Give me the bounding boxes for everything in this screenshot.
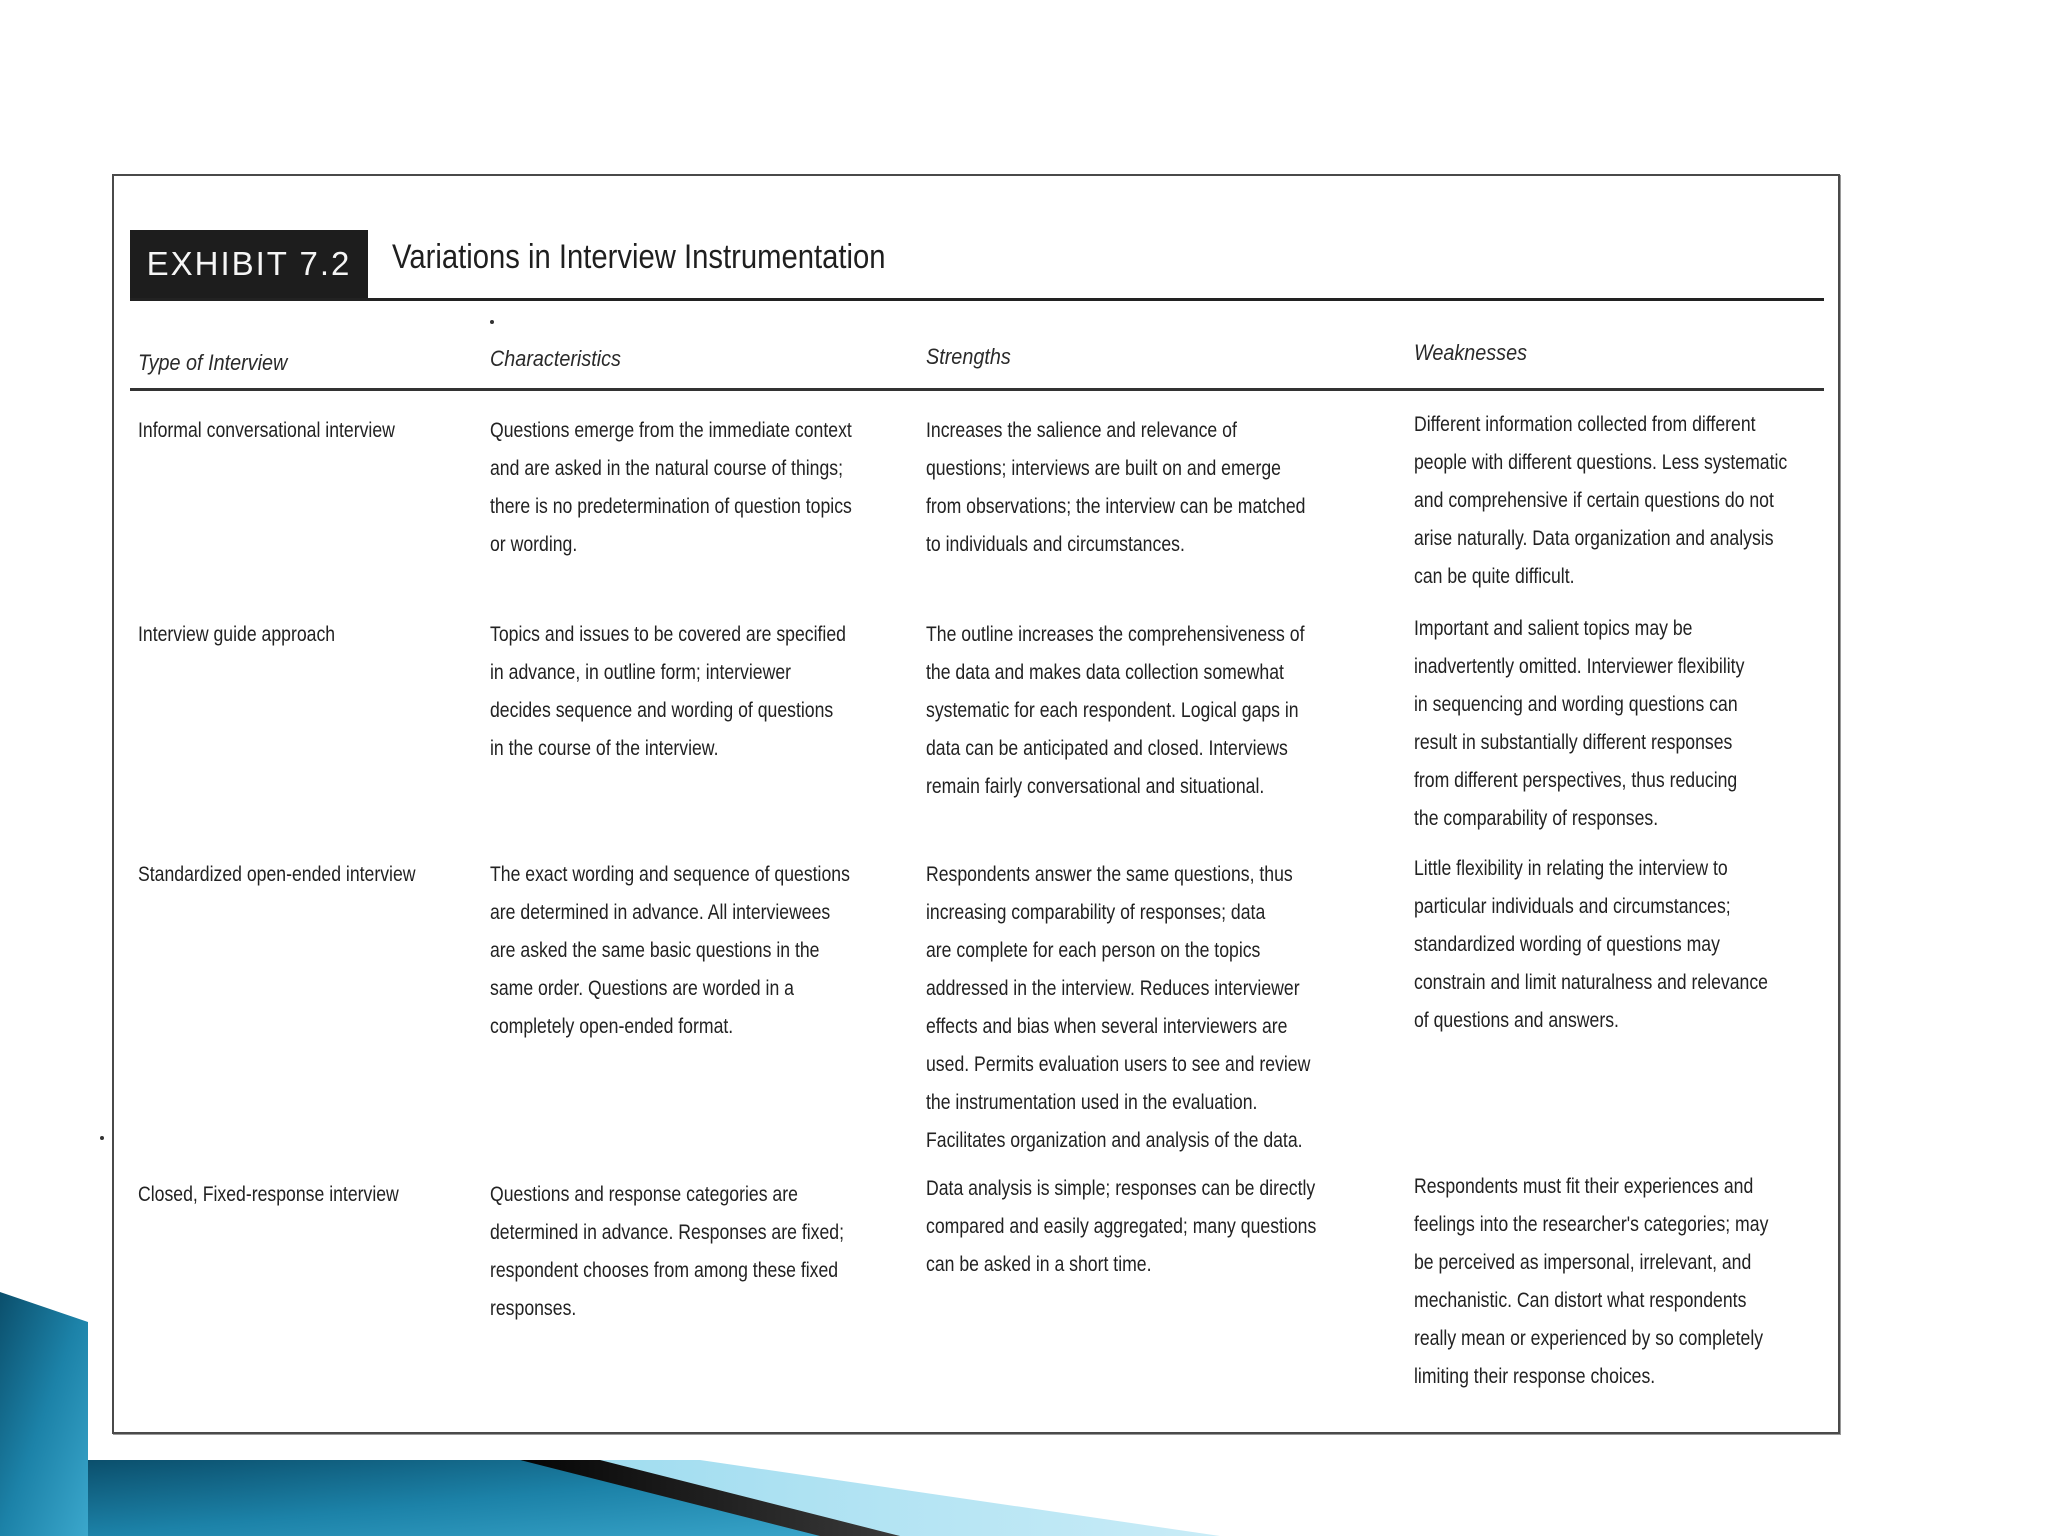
column-header-strengths: Strengths bbox=[926, 344, 1011, 369]
exhibit-header bbox=[130, 230, 1824, 301]
cell-weaknesses: Important and salient topics may be inadvertently omitted. Interviewer flexibility in sequencing and wording questions can result in substantially different responses from different perspectives, thus reducing the comparability of responses. bbox=[1414, 617, 1745, 830]
teal-wedge-large bbox=[0, 1292, 88, 1536]
table-header-row bbox=[130, 332, 1824, 391]
exhibit-number: EXHIBIT 7.2 bbox=[130, 230, 368, 298]
cell-type: Interview guide approach bbox=[138, 623, 336, 646]
exhibit-title: Variations in Interview Instrumentation bbox=[392, 238, 886, 276]
column-header-type: Type of Interview bbox=[138, 350, 288, 375]
cell-strengths: Increases the salience and relevance of questions; interviews are built on and emerge from observations; the interview can be matched to individuals and circumstances. bbox=[926, 419, 1306, 556]
column-header-characteristics: Characteristics bbox=[490, 346, 621, 371]
cell-type: Closed, Fixed-response interview bbox=[138, 1183, 399, 1206]
cell-characteristics: The exact wording and sequence of questions are determined in advance. All interviewees are asked the same basic questions in the same order. Questions are worded in a completely open-ended format. bbox=[490, 863, 850, 1038]
cell-type: Standardized open-ended interview bbox=[138, 863, 416, 886]
cell-strengths: Data analysis is simple; responses can be directly compared and easily aggregated; many questions can be asked in a short time. bbox=[926, 1177, 1317, 1276]
cell-strengths: Respondents answer the same questions, thus increasing comparability of responses; data are complete for each person on the topics addressed in the interview. Reduces interviewer effects and bias when several interviewers are used. Permits evaluation users to see and review the instrumentation used in the evaluation. Facilitates organization and analysis of the data. bbox=[926, 863, 1311, 1152]
exhibit-table-figure bbox=[112, 174, 1840, 1434]
stray-dot bbox=[490, 320, 494, 324]
cell-characteristics: Topics and issues to be covered are specified in advance, in outline form; interviewer decides sequence and wording of questions in the course of the interview. bbox=[490, 623, 846, 760]
cell-characteristics: Questions emerge from the immediate context and are asked in the natural course of things; there is no predetermination of question topics or wording. bbox=[490, 419, 852, 556]
cell-strengths: The outline increases the comprehensiveness of the data and makes data collection somewhat systematic for each respondent. Logical gaps in data can be anticipated and closed. Interviews remain fairly conversational and situational. bbox=[926, 623, 1305, 798]
cell-weaknesses: Different information collected from different people with different questions. Less systematic and comprehensive if certain questions do not arise naturally. Data organization and analysis can be quite difficult. bbox=[1414, 413, 1788, 588]
stray-dot bbox=[100, 1136, 104, 1140]
cell-type: Informal conversational interview bbox=[138, 419, 395, 442]
cell-characteristics: Questions and response categories are determined in advance. Responses are fixed; respondent chooses from among these fixed responses. bbox=[490, 1183, 844, 1320]
cell-weaknesses: Respondents must fit their experiences and feelings into the researcher's categories; may be perceived as impersonal, irrelevant, and mechanistic. Can distort what respondents really mean or experienced by so completely limiting their response choices. bbox=[1414, 1175, 1769, 1388]
cell-weaknesses: Little flexibility in relating the interview to particular individuals and circumstances; standardized wording of questions may constrain and limit naturalness and relevance of questions and answers. bbox=[1414, 857, 1768, 1032]
column-header-weaknesses: Weaknesses bbox=[1414, 340, 1527, 365]
